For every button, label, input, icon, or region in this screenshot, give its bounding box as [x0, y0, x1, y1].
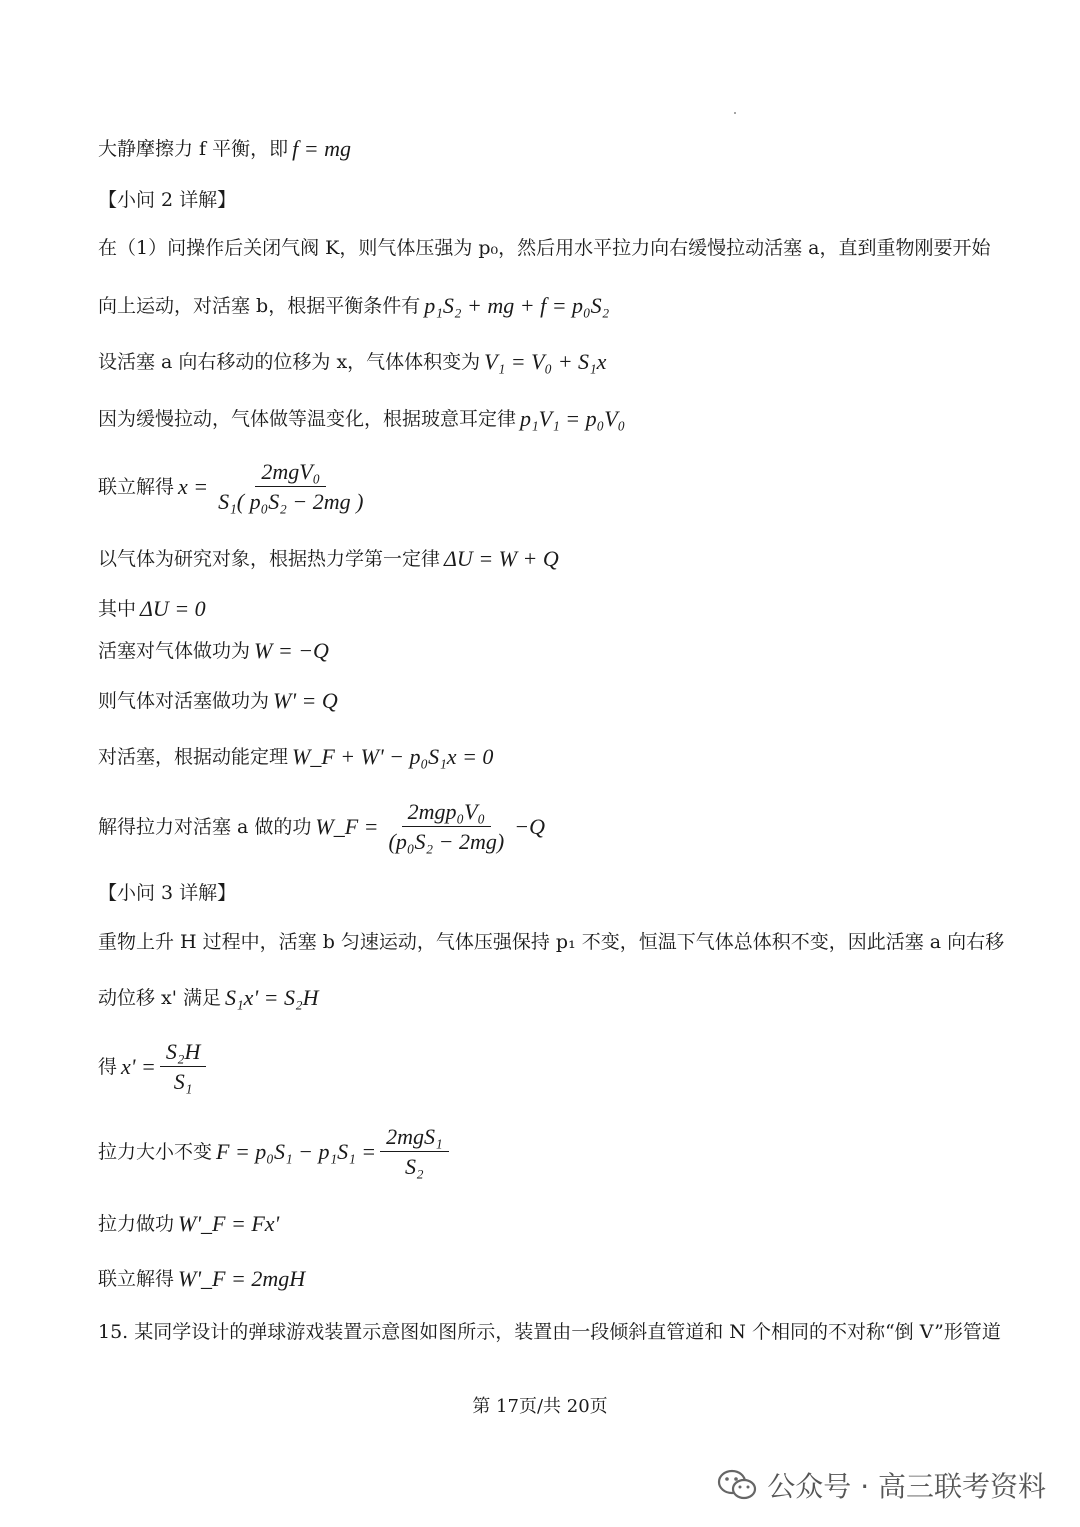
text-line: 动位移 x' 满足 S₁x' = S₂H [98, 985, 319, 1010]
text-line: 对活塞，根据动能定理 W_F + W' − p₀S₁x = 0 [98, 744, 494, 769]
equation-line: 拉力大小不变 F = p₀S₁ − p₁S₁ = $\frac{\text{2mgS₁}}{\text{S₂}}$ [98, 1125, 453, 1179]
text-line: 在（1）问操作后关闭气阀 K，则气体压强为 p₀，然后用水平拉力向右缓慢拉动活塞 a，直到重物刚要开始 [98, 237, 991, 259]
scan-dot [734, 112, 736, 114]
wechat-icon [717, 1469, 757, 1501]
question-line: 15. 某同学设计的弹球游戏装置示意图如图所示，装置由一段倾斜直管道和 N 个相同的不对称“倒 V”形管道 [98, 1321, 1001, 1343]
equation-line: 解得拉力对活塞 a 做的功 W_F = $\frac{\text{2mgp₀V₀}}{\text{(p₀S₂ − 2mg)}}$ −Q [98, 799, 545, 854]
section-heading: 【小问 3 详解】 [98, 882, 237, 904]
equation-line: 联立解得 x = $\frac{\text{2mgV₀}}{\text{S₁( p₀S₂ − 2mg )}}$ [98, 460, 373, 514]
text-line: 则气体对活塞做功为 W' = Q [98, 688, 338, 713]
fraction: $\frac{\text{2mgV₀}}{\text{S₁( p₀S₂ − 2mg )}}$ [218, 459, 364, 514]
fraction: $\frac{\text{S₂H}}{\text{S₁}}$ [160, 1040, 207, 1094]
watermark: 公众号 · 高三联考资料 [717, 1465, 1046, 1505]
page-footer: 第 17页/共 20页 [472, 1396, 608, 1417]
text-line: 大静摩擦力 f 平衡，即 f = mg [98, 136, 351, 161]
text-line: 以气体为研究对象，根据热力学第一定律 ΔU = W + Q [98, 546, 559, 571]
text-line: 其中 ΔU = 0 [98, 596, 206, 621]
text-line: 联立解得 W'_F = 2mgH [98, 1266, 306, 1291]
text-line: 设活塞 a 向右移动的位移为 x，气体体积变为 V₁ = V₀ + S₁x [98, 349, 607, 374]
fraction: $\frac{\text{2mgS₁}}{\text{S₂}}$ [380, 1125, 449, 1179]
equation-line: 得 x' = $\frac{\text{S₂H}}{\text{S₁}}$ [98, 1040, 210, 1094]
text-line: 向上运动，对活塞 b，根据平衡条件有 p₁S₂ + mg + f = p₀S₂ [98, 293, 610, 318]
fraction: $\frac{\text{2mgp₀V₀}}{\text{(p₀S₂ − 2mg)}}$ [388, 799, 505, 854]
text-line: 拉力做功 W'_F = Fx' [98, 1211, 280, 1236]
text-line: 因为缓慢拉动，气体做等温变化，根据玻意耳定律 p₁V₁ = p₀V₀ [98, 406, 626, 431]
text-line: 活塞对气体做功为 W = −Q [98, 638, 329, 663]
section-heading: 【小问 2 详解】 [98, 189, 237, 211]
text-line: 重物上升 H 过程中，活塞 b 匀速运动，气体压强保持 p₁ 不变，恒温下气体总体积不变，因此活塞 a 向右移 [98, 931, 1005, 953]
